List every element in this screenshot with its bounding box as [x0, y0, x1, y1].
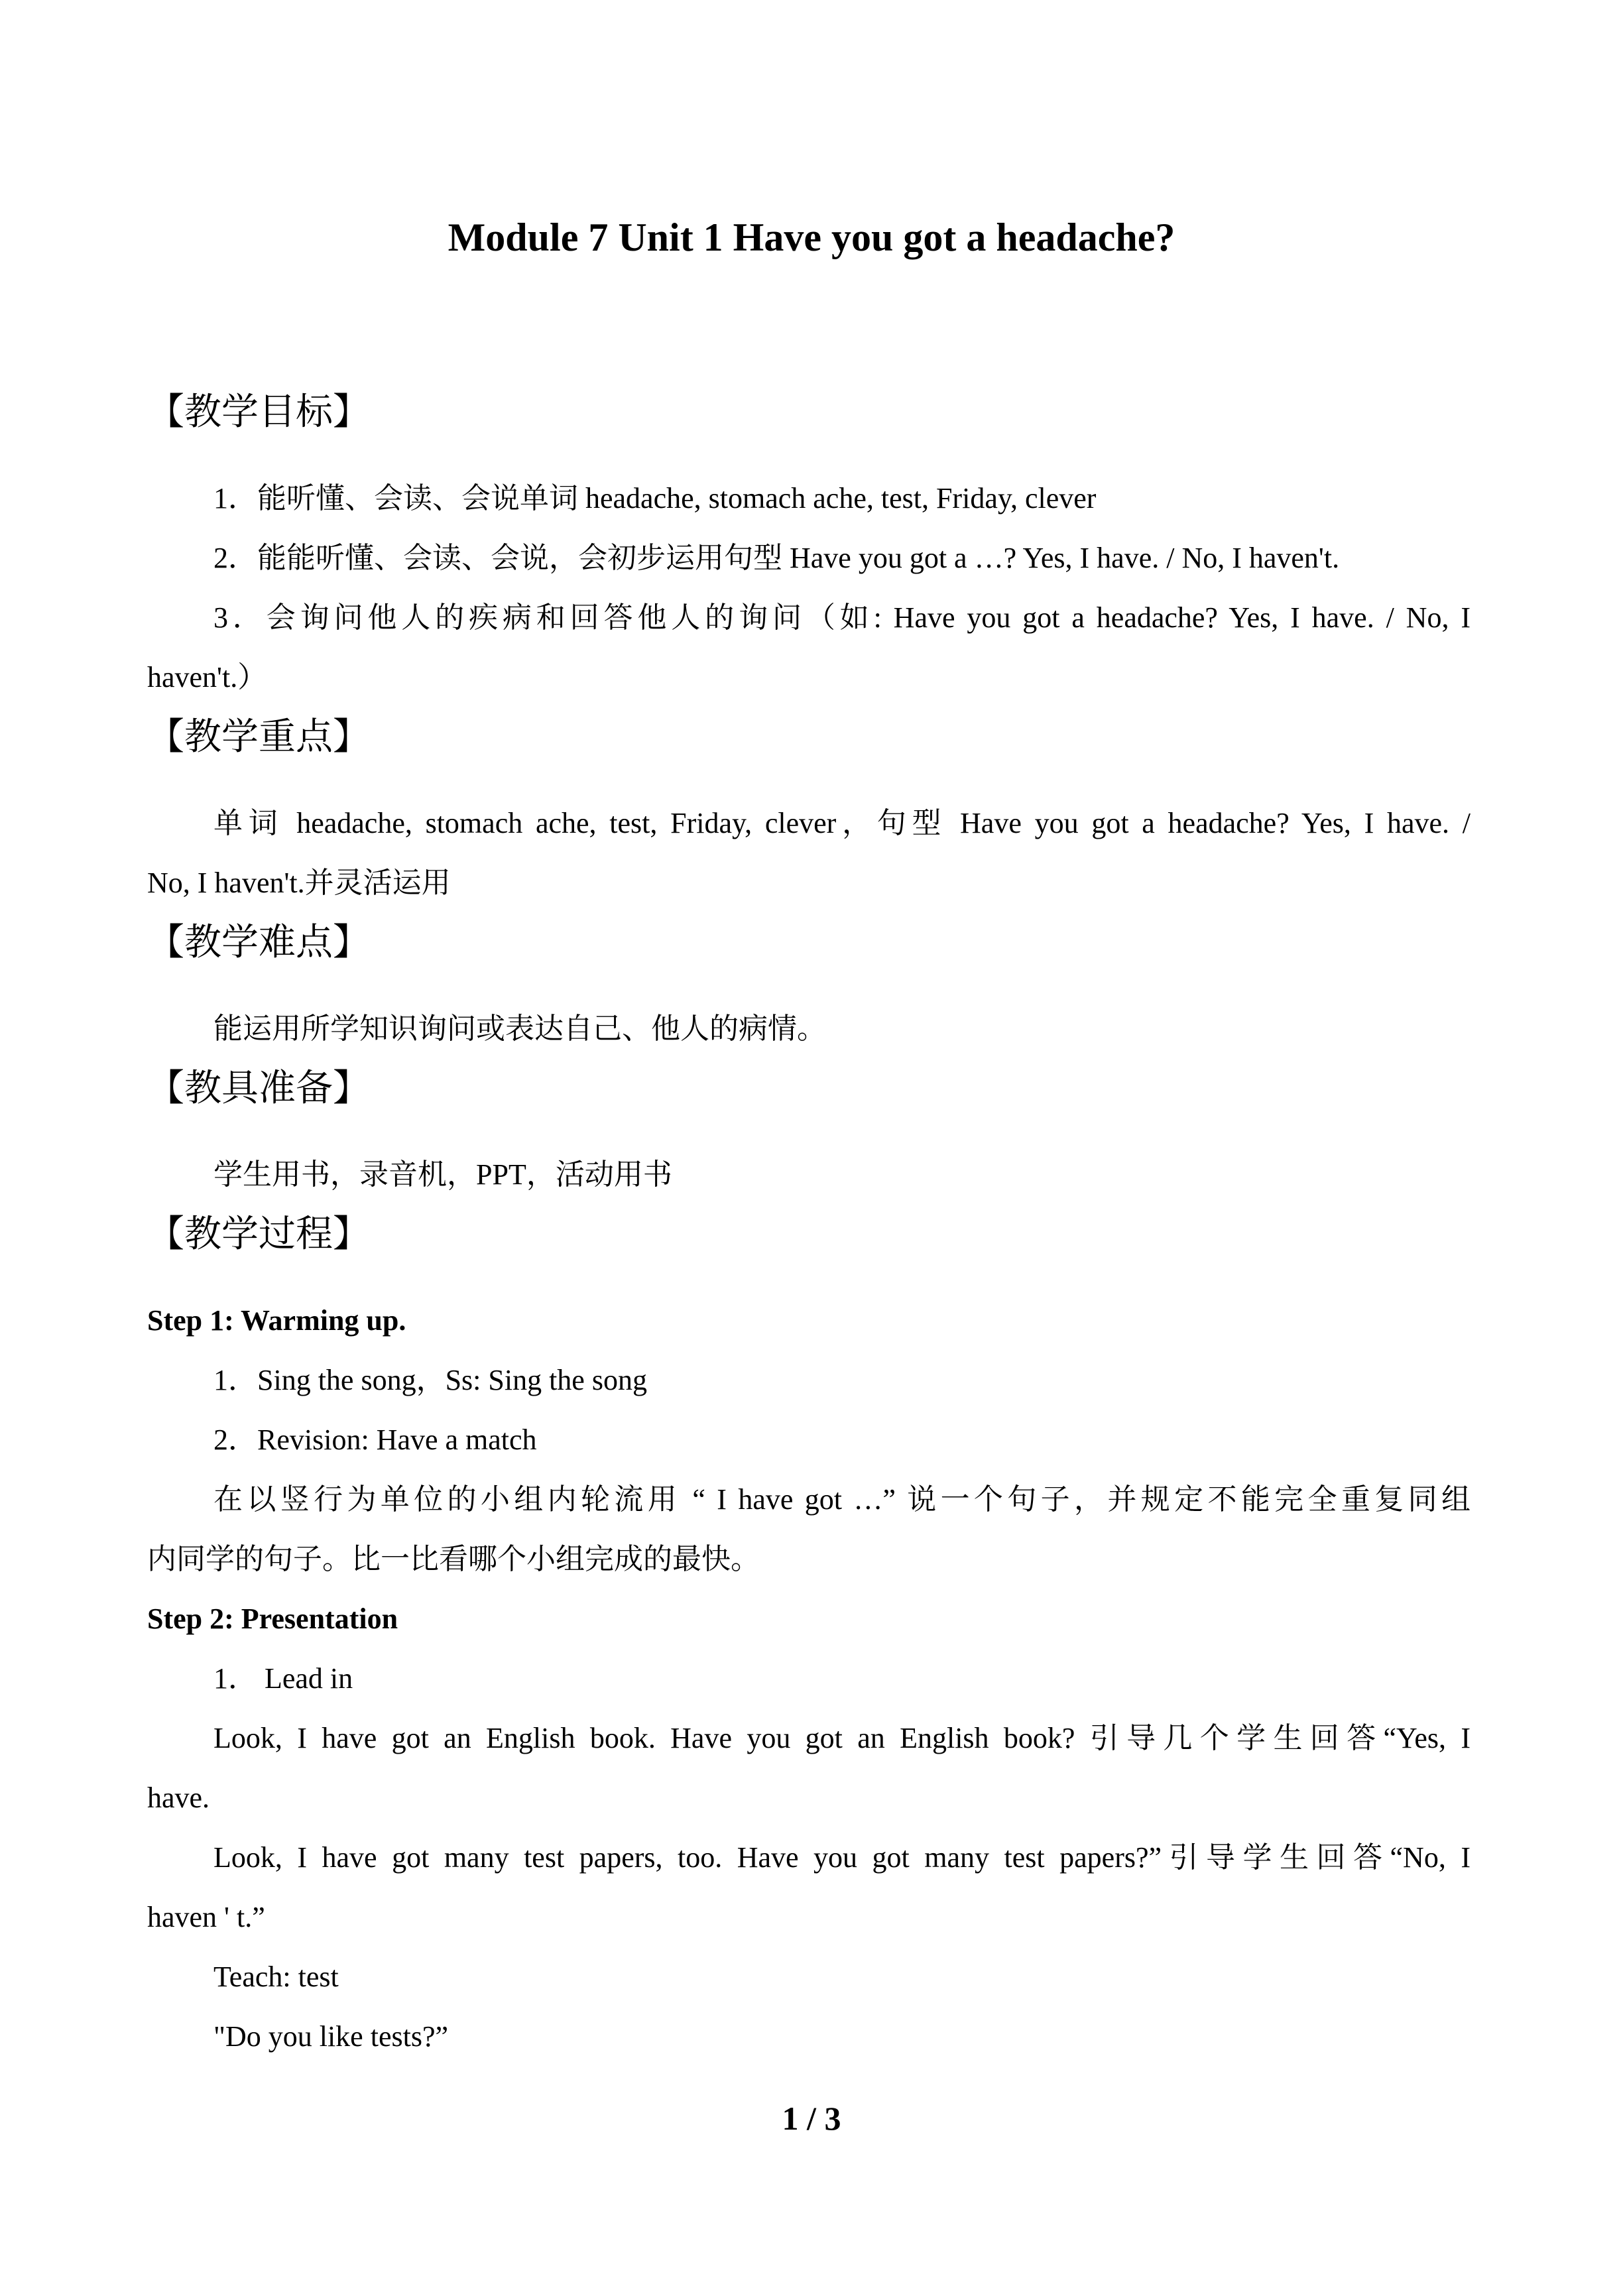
- heading-materials: 【教具准备】: [147, 1067, 370, 1110]
- step1-line-2: 2．Revision: Have a match: [213, 1423, 537, 1456]
- key-points-line-1: 单词 headache, stomach ache, test, Friday, clever，句型 Have you got a headache? Yes, I have. /: [213, 807, 1471, 839]
- step2-line-4: Look, I have got many test papers, too. Have you got many test papers?”引导学生回答“No, I: [213, 1841, 1471, 1874]
- objective-line-4: haven't.）: [147, 661, 267, 694]
- step1-title: Step 1: Warming up.: [147, 1304, 406, 1337]
- step1-line-4: 内同学的句子。比一比看哪个小组完成的最快。: [147, 1543, 760, 1575]
- heading-key-points: 【教学重点】: [147, 715, 370, 758]
- difficulties-line-1: 能运用所学知识询问或表达自己、他人的病情。: [213, 1012, 826, 1045]
- page-number: 1 / 3: [782, 2100, 841, 2137]
- materials-line-1: 学生用书，录音机，PPT，活动用书: [213, 1158, 672, 1191]
- step2-line-6: Teach: test: [213, 1961, 339, 1993]
- objective-line-1: 1．能听懂、会读、会说单词 headache, stomach ache, test, Friday, clever: [213, 482, 1097, 514]
- objective-line-2: 2．能能听懂、会读、会说，会初步运用句型 Have you got a …? Yes, I have. / No, I haven't.: [213, 542, 1340, 574]
- step2-line-1: 1． Lead in: [213, 1662, 353, 1695]
- heading-objectives: 【教学目标】: [147, 391, 370, 434]
- key-points-line-2: No, I haven't.并灵活运用: [147, 867, 451, 899]
- objective-line-3: 3．会询问他人的疾病和回答他人的询问（如: Have you got a headache? Yes, I have. / No, I: [213, 601, 1471, 634]
- step2-line-5: haven ' t.”: [147, 1901, 265, 1933]
- step2-line-2: Look, I have got an English book. Have you got an English book? 引导几个学生回答“Yes, I: [213, 1722, 1471, 1754]
- heading-difficulties: 【教学难点】: [147, 921, 370, 964]
- step2-title: Step 2: Presentation: [147, 1602, 398, 1635]
- document-title: Module 7 Unit 1 Have you got a headache?: [448, 215, 1175, 259]
- step2-line-3: have.: [147, 1782, 210, 1814]
- step2-line-7: "Do you like tests?”: [213, 2020, 448, 2053]
- heading-process: 【教学过程】: [147, 1213, 370, 1256]
- step1-line-3: 在以竖行为单位的小组内轮流用 “ I have got …” 说一个句子，并规定不能完全重复同组: [213, 1483, 1471, 1516]
- step1-line-1: 1．Sing the song，Ss: Sing the song: [213, 1364, 647, 1396]
